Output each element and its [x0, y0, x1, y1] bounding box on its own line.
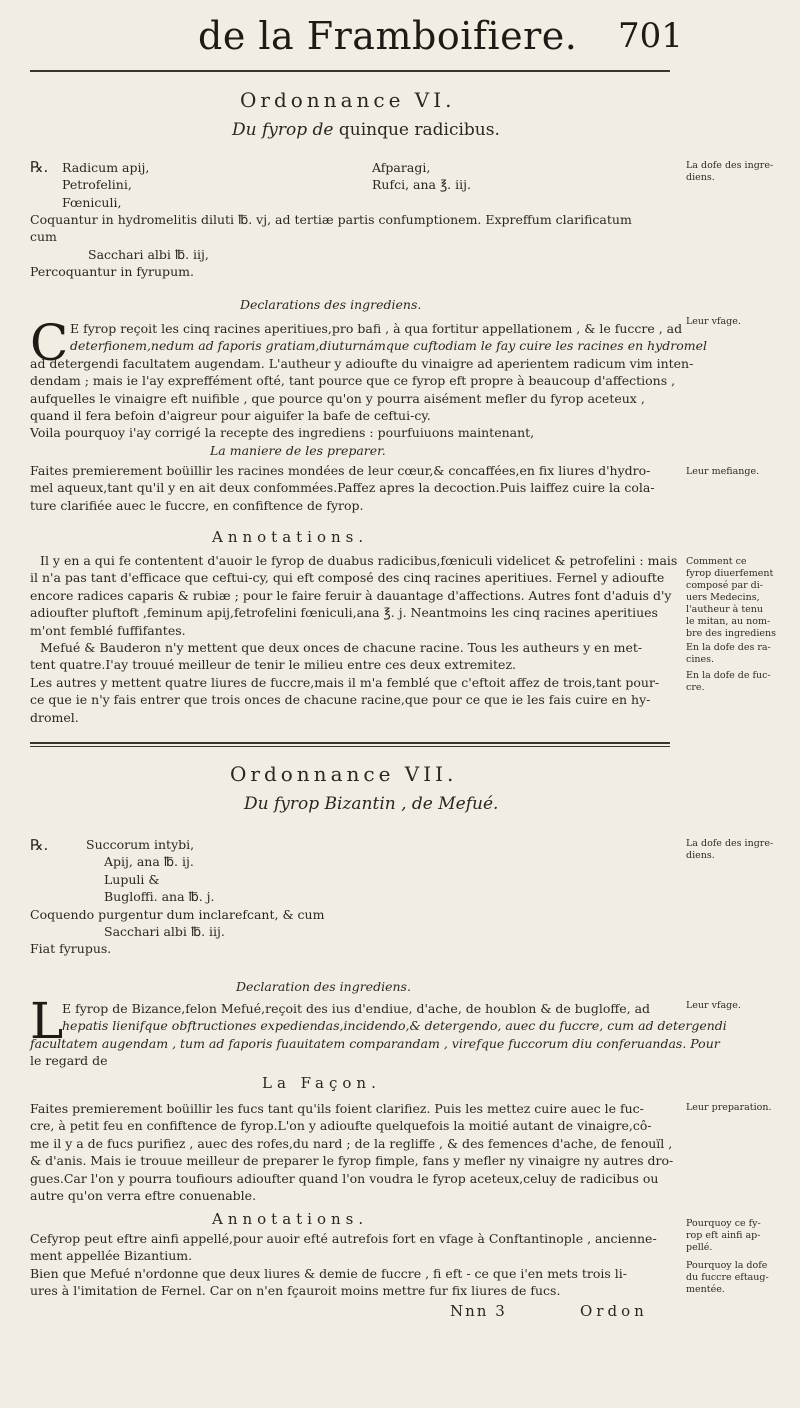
ord7-ingredients	[30, 836, 324, 958]
ingredient-line: Afparagi,	[372, 160, 431, 175]
margin-note-why-named: Pourquoy ce fy- rop eft ainfi ap- pellé.	[686, 1218, 761, 1253]
text-line: cre, à petit feu en confiftence de fyrop.L'on y adioufte quelquefois la moitié autant de vinaigre,cô-	[30, 1118, 652, 1134]
header-rule	[30, 70, 670, 72]
ord6-instructions	[30, 211, 632, 281]
text-line: gues.Car l'on y pourra toufiours adioufter quand l'on voudra le fyrop aceteux,celuy de radicibus ou	[30, 1170, 659, 1186]
ingredient-line: Rufci, ana ℥. iij.	[372, 177, 471, 193]
ord7-annotations-text	[30, 1230, 657, 1300]
ord6-subtitle-italic: Du fyrop de	[232, 120, 334, 140]
margin-note-melange: Leur mefiange.	[686, 466, 760, 477]
ingredient-line: Coquendo purgentur dum inclarefcant, & cum	[30, 906, 325, 922]
text-line: E fyrop reçoit les cinq racines aperitiues,pro bafi , à qua fortitur appellationem , & le fuccre , ad	[70, 321, 683, 336]
instruction-line: Coquantur in hydromelitis diluti ℔. vj, ad tertiæ partis confumptionem. Expreffum clarificatum	[30, 212, 632, 227]
ord6-declaration-text	[30, 314, 707, 442]
ingredient-line: Radicum apij,	[62, 160, 150, 175]
ord6-subtitle-roman: quinque radicibus.	[338, 120, 500, 140]
margin-note-dose-sucre: En la dofe de fuc- cre.	[686, 670, 771, 693]
ingredient-line: Lupuli &	[104, 871, 160, 887]
text-line: il n'a pas tant d'efficace que ceftui-cy, qui eft composé des cinq racines aperitiues. Fernel y adioufte	[30, 570, 665, 586]
ord6-annotations-heading: Annotations.	[212, 528, 369, 546]
text-line: facultatem augendam , tum ad faporis fuauitatem comparandam , virefque fuccorum diu conferuandas. Pour	[30, 1035, 720, 1051]
text-line: ures à l'imitation de Fernel. Car on n'en fçauroit moins mettre fur fix liures de fucs.	[30, 1283, 561, 1299]
drop-cap: L	[30, 992, 64, 1050]
text-line: le regard de	[30, 1053, 108, 1069]
drop-cap: C	[30, 314, 69, 372]
text-line: quand il fera befoin d'aigreur pour aiguifer la bafe de ceftui-cy.	[30, 408, 431, 424]
text-line: ad detergendi facultatem augendam. L'autheur y adioufte du vinaigre ad aperientem radicum vim inten-	[30, 355, 694, 371]
ingredient-line: Fiat fyrupus.	[30, 941, 112, 957]
text-line: Cefyrop peut eftre ainfi appellé,pour auoir efté autrefois fort en vfage à Conftantinople , ancienne-	[30, 1231, 657, 1246]
catchword: Ordon	[580, 1302, 648, 1320]
page-number: 701	[618, 16, 683, 56]
margin-note-dose-racines: En la dofe des ra- cines.	[686, 642, 771, 665]
margin-note-dose: La dofe des ingre- diens.	[686, 160, 774, 183]
text-line: dromel.	[30, 709, 79, 725]
margin-note-usage: Leur vfage.	[686, 316, 741, 327]
ord6-heading: Ordonnance VI.	[240, 88, 456, 112]
margin-note-why-sugar: Pourquoy la dofe du fuccre eftaug- mentée.	[686, 1260, 769, 1295]
margin-note-comment: Comment ce fyrop diuerfement composé par di- uers Medecins, l'autheur à tenu le mitan, au nom- bre des ingrediens	[686, 556, 776, 639]
text-line: ce que ie n'y fais entrer que trois onces de chacune racine,que pour ce que ie les fais cuire en hy-	[30, 692, 651, 708]
ord6-declaration-heading: Declarations des ingrediens.	[240, 297, 422, 312]
ingredient-line: Apij, ana ℔. ij.	[104, 854, 194, 870]
text-line: Voila pourquoy i'ay corrigé la recepte des ingrediens : pourfuiuons maintenant,	[30, 425, 535, 441]
ord6-maniere-text	[30, 462, 655, 514]
text-line: Mefué & Bauderon n'y mettent que deux onces de chacune racine. Tous les autheurs y en met-	[40, 640, 643, 656]
ingredient-line: Sacchari albi ℔. iij.	[104, 924, 225, 940]
text-line: hepatis lienifque obftructiones expediendas,incidendo,& detergendo, auec du fuccre, cum ad detergendi	[62, 1018, 727, 1034]
section-rule	[30, 742, 670, 744]
text-line: mel aqueux,tant qu'il y en ait deux confommées.Paffez apres la decoction.Puis laiffez cuire la cola-	[30, 480, 655, 496]
text-line: tent quatre.I'ay trouué meilleur de tenir le milieu entre ces deux extremitez.	[30, 657, 517, 673]
text-line: me il y a de fucs purifiez , auec des rofes,du nard ; de la regliffe , & des femences d'ache, de fenouïl ,	[30, 1135, 673, 1151]
ord7-heading: Ordonnance VII.	[230, 762, 458, 786]
text-line: ment appellée Bizantium.	[30, 1248, 193, 1264]
text-line: autre qu'on verra eftre conuenable.	[30, 1188, 257, 1204]
running-title: de la Framboifiere.	[198, 14, 578, 58]
text-line: deterfionem,nedum ad faporis gratiam,diuturnámque cuftodiam le fay cuire les racines en hydromel	[70, 338, 707, 354]
instruction-line: Percoquantur in fyrupum.	[30, 264, 194, 280]
instruction-line: cum	[30, 229, 57, 245]
signature-mark: Nnn 3	[450, 1302, 507, 1320]
ord6-annotations-text	[30, 552, 677, 726]
ord7-declaration-heading: Declaration des ingrediens.	[236, 979, 411, 994]
ingredient-line: Fœniculi,	[62, 194, 122, 210]
ord6-rx-symbol: ℞.	[30, 158, 49, 176]
margin-note-usage: Leur vfage.	[686, 1000, 741, 1011]
ingredient-line: Petrofelini,	[62, 177, 132, 193]
text-line: Bien que Mefué n'ordonne que deux liures & demie de fuccre , fi eft - ce que i'en mets trois li-	[30, 1265, 627, 1281]
ord7-rx-symbol: ℞.	[30, 836, 49, 854]
text-line: aufquelles le vinaigre eft nuifible , que pource qu'on y pourra aisément mefler du fyrop aceteux ,	[30, 390, 645, 406]
text-line: Les autres y mettent quatre liures de fuccre,mais il m'a femblé que c'eftoit affez de trois,tant pour-	[30, 674, 660, 690]
instruction-line: Sacchari albi ℔. iij,	[88, 246, 209, 262]
ord7-subtitle: Du fyrop Bizantin , de Mefué.	[244, 794, 499, 814]
text-line: Faites premierement boüillir les fucs tant qu'ils foient clarifiez. Puis les mettez cuire auec le fuc-	[30, 1101, 644, 1116]
text-line: dendam ; mais ie l'ay expreffément ofté, tant pource que ce fyrop eft propre à beaucoup d'affections ,	[30, 373, 676, 389]
ord6-ingredients-right	[372, 159, 471, 194]
ord7-facon-heading: La Façon.	[262, 1074, 381, 1092]
text-line: encore radices caparis & rubiæ ; pour le faire feruir à dauantage d'affections. Autres font d'aduis d'y	[30, 587, 672, 603]
text-line: ture clarifiée auec le fuccre, en confiftence de fyrop.	[30, 497, 364, 513]
ord7-facon-text	[30, 1100, 673, 1204]
text-line: Faites premierement boüillir les racines mondées de leur cœur,& concaffées,en fix liures d'hydro-	[30, 463, 651, 478]
margin-note-dose: La dofe des ingre- diens.	[686, 838, 774, 861]
text-line: m'ont femblé fuffifantes.	[30, 622, 186, 638]
ingredient-line: Succorum intybi,	[86, 837, 195, 852]
ord6-maniere-heading: La maniere de les preparer.	[210, 443, 386, 458]
text-line: adioufter pluftoft ,feminum apij,fetrofelini fœniculi,ana ℥. j. Neantmoins les cinq racines aperitiues	[30, 605, 658, 621]
section-rule	[30, 746, 670, 747]
text-line: Il y en a qui fe contentent d'auoir le fyrop de duabus radicibus,fœniculi videlicet & petrofelini : mais	[40, 553, 678, 568]
ingredient-line: Bugloffi. ana ℔. j.	[104, 889, 215, 905]
text-line: E fyrop de Bizance,felon Mefué,reçoit des ius d'endiue, d'ache, de houblon & de bugloffe, ad	[62, 1001, 651, 1016]
ord6-subtitle	[232, 120, 500, 140]
text-line: & d'anis. Mais ie trouue meilleur de preparer le fyrop fimple, fans y mefler ny vinaigre ny autres dro-	[30, 1153, 674, 1169]
margin-note-preparation: Leur preparation.	[686, 1102, 772, 1113]
ord6-ingredients-left	[62, 159, 149, 211]
ord7-annotations-heading: Annotations.	[212, 1210, 369, 1228]
